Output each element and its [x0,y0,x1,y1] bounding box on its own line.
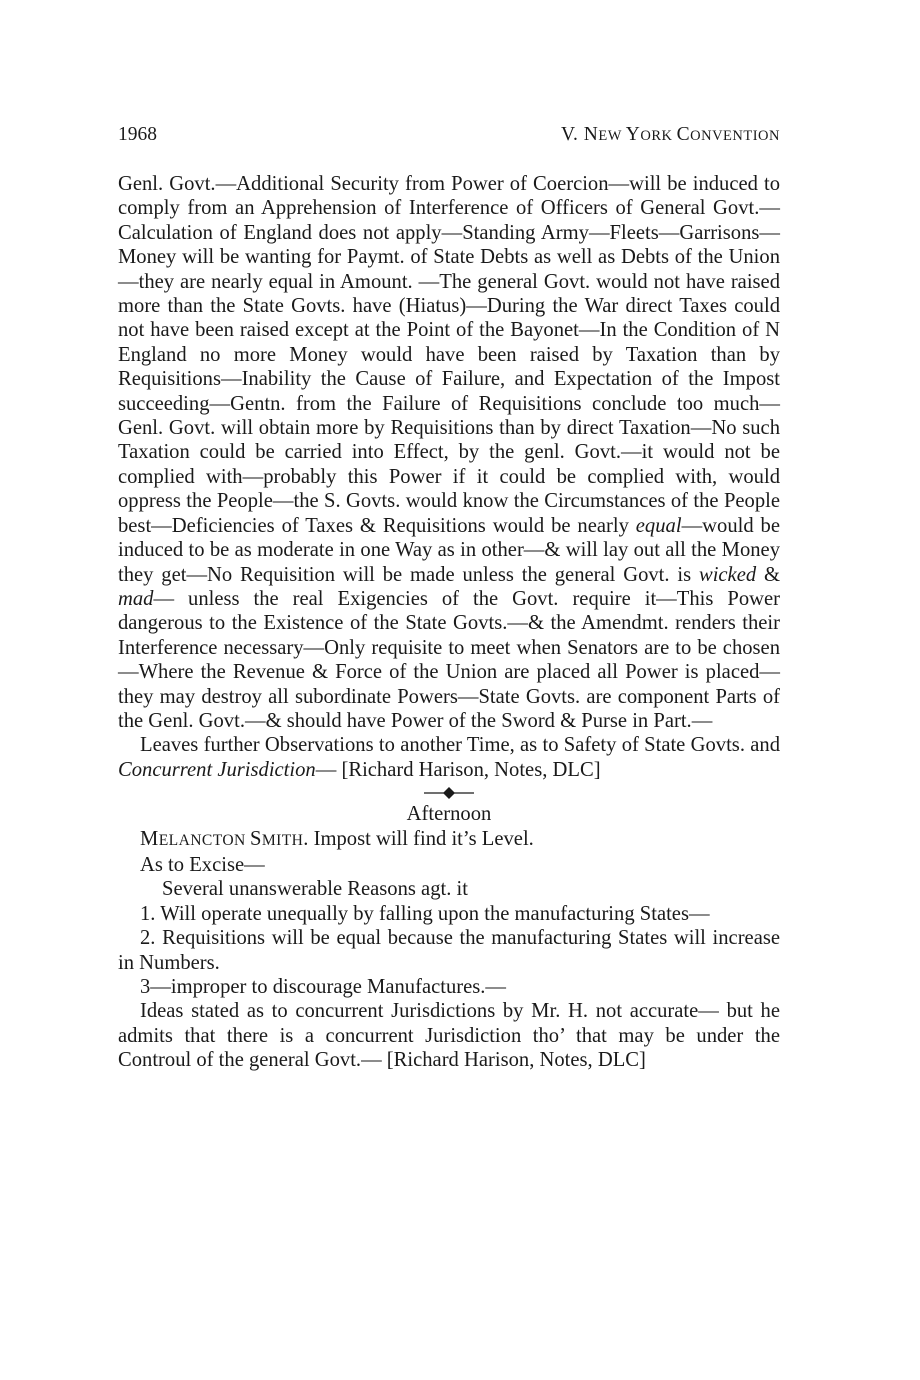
reasons-line: Several unanswerable Reasons agt. it [162,878,468,901]
main-paragraph [118,172,780,733]
running-title-part: V. N [560,124,599,145]
text-run: Leaves further Observations to another Time, as to Safety of State Govts. and [140,734,780,757]
text-run: Genl. Govt.—Additional Security from Power of Coercion—will be induced to comply from an Apprehension of Interference of Officers of General Govt.—Calculation of England does not apply—Standing Army—Fleets—Garrisons—Money will be wanting for Paymt. of State Debts as well as Debts of the Union—they are nearly equal in Amount. —The general Govt. would not have raised more than the State Govts. have (Hiatus)—During the War direct Taxes could not have been raised except at the Point of the Bayonet—In the Condition of N England no more Money would have been raised by Taxation than by Requisitions—Inability the Cause of Failure, and Expectation of the Impost succeeding—Gentn. from the Failure of Requisitions conclude too much—Genl. Govt. will obtain more by Requisitions than by direct Taxation—No such Taxation could be carried into Effect, by the genl. Govt.—it would not be complied with—probably this Power if it could be complied with, would oppress the People—the S. Govts. would know the Circumstances of the People best—Deficiencies of Taxes & Requisitions would be nearly [118,173,780,537]
afternoon-heading: Afternoon [406,803,492,826]
section-ornament [118,784,780,802]
speaker-name-rest: MITH [261,831,304,849]
excise-line: As to Excise— [140,853,265,876]
speaker-name-rest: ELANCTON [158,831,246,849]
running-title-part: ORK [640,128,677,144]
running-title-part: C [676,124,691,145]
italic-run: wicked [698,563,757,586]
text-run: —would be induced to be as moderate in one Way as in other—& will lay out all the Money they get—No Requisition will be made unless the general Govt. is [118,514,780,586]
italic-run: Concurrent Jurisdiction [118,758,316,781]
running-title-part: ONVENTION [690,128,780,144]
text-run: — unless the real Exigencies of the Govt. require it—This Power dangerous to the Existence of the State Govts.—& the Amendmt. renders their Interference necessary—Only requisite to meet when Senators are to be chosen—Where the Revenue & Force of the Union are placed all Power is placed—they may destroy all subordinate Powers—State Govts. are component Parts of the Genl. Govt.—& should have Power of the Sword & Purse in Part.— [118,587,780,732]
text-run: & [756,563,780,586]
speaker-name [140,827,304,850]
page-number: 1968 [118,124,157,145]
running-title [561,124,780,146]
running-head [118,124,780,146]
leaves-paragraph [118,733,780,782]
diamond-rule-icon [424,786,474,800]
running-title-part: EW [598,128,626,144]
speaker-initial: S [249,827,262,850]
running-title-part: Y [625,124,641,145]
speaker-text: . Impost will find it’s Level. [303,827,534,850]
point-2: 2. Requisitions will be equal because the manufacturing States will increase in Numbers. [118,927,780,974]
speaker-paragraph [118,827,780,853]
italic-run: mad [118,587,154,610]
speaker-initial: M [140,827,159,850]
text-run: — [Richard Harison, Notes, DLC] [315,758,601,781]
ideas-paragraph: Ideas stated as to concurrent Jurisdictions by Mr. H. not accurate— but he admits that there is a concurrent Jurisdiction tho’ that may be under the Controul of the general Govt.— [Richard Harison, Notes, DLC] [118,1000,780,1072]
italic-run: equal [635,514,682,537]
body-text [118,172,780,1073]
point-1: 1. Will operate unequally by falling upon the manufacturing States— [140,902,710,925]
point-3: 3—improper to discourage Manufactures.— [140,976,507,998]
